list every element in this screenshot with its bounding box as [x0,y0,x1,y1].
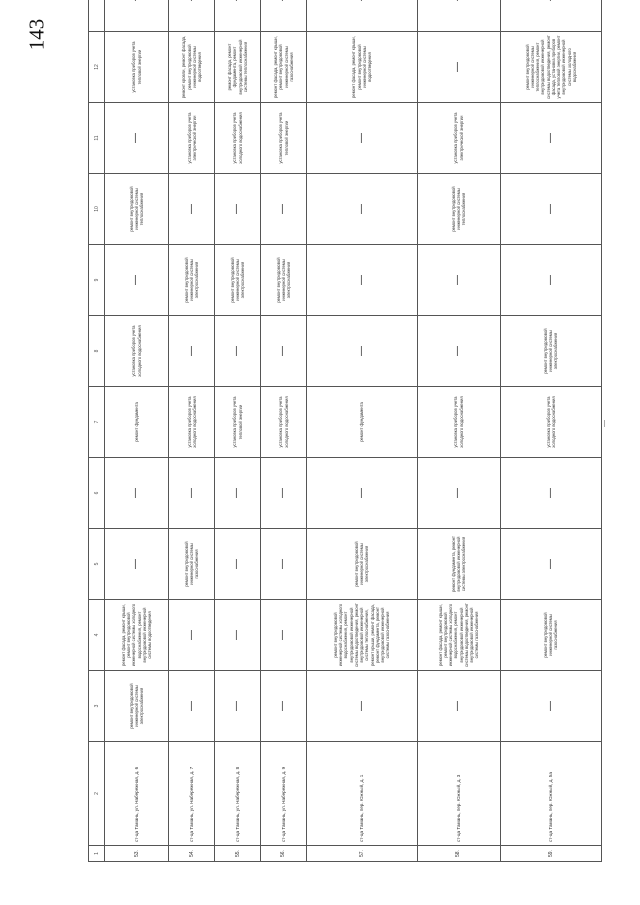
work-cell: — [261,316,307,387]
work-cell: ремонт внутридомовой инженерной системы электроснабжения [105,671,169,742]
column-number: 3 [89,671,105,742]
work-cell: ремонт внутридомовой инженерной системы теплоснабжения [417,174,500,245]
work-cell: установка приборов учета тепловой энергии [261,103,307,174]
row-number: 59. [500,846,601,862]
work-cell: ремонт фасада, ремонт крыши, ремонт внутридомовой инженерной системы газоснабжения [261,32,307,103]
work-cell: ремонт внутридомовой инженерной системы электроснабжения [215,245,261,316]
work-cell: — [306,671,417,742]
work-cell: ремонт внутридомовой инженерной системы теплоснабжения, ремонт внутридомовой инженерной системы водоотведения, ремонт фасада, установка приборов учета тепловой энергии, ремонт внутридомовой инженерной системы холодного водоснабжения [500,32,601,103]
work-cell: установка приборов учета холодного водоснабжения [105,316,169,387]
work-cell: — [105,245,169,316]
work-cell: установка приборов учета тепловой энергии [215,387,261,458]
work-cell [215,0,261,32]
work-cell [500,0,601,32]
work-cell: — [500,458,601,529]
row-address: ст-ца Тамань, ул. Набережная, д. 8 [215,742,261,846]
rotated-table-sheet [88,32,602,862]
work-cell: — [417,458,500,529]
work-cell: установка приборов учета холодного водоснабжения [215,103,261,174]
row-number: 55. [215,846,261,862]
work-cell: — [306,174,417,245]
row-number: 54. [169,846,215,862]
work-cell: ремонт внутридомовой инженерной системы электроснабжения [261,245,307,316]
table-row [105,0,169,862]
work-cell: — [169,458,215,529]
work-cell [306,0,417,32]
column-number: 5 [89,529,105,600]
row-address: ст-ца Тамань, ул. Набережная, д. 9 [261,742,307,846]
work-cell: — [306,103,417,174]
work-cell: — [215,316,261,387]
column-number: 10 [89,174,105,245]
work-cell: ремонт внутридомовой инженерной системы холодного водоснабжения, ремонт внутридомовой инженерной системы водоотведения, ремонт внутридомовой инженерной системы теплоснабжения, ремонт крыши, ремонт фасада, ремонт фундамента, ремонт внутридомовой инженерной системы газоснабжения [306,600,417,671]
row-address: ст-ца Тамань, ул. Набережная, д. 7 [169,742,215,846]
column-number: 8 [89,316,105,387]
work-cell: — [417,316,500,387]
work-cell: ремонт внутридомовой инженерной системы электроснабжения [169,245,215,316]
page-number: 143 [24,18,49,51]
work-cell: установка приборов учета холодного водоснабжения [261,387,307,458]
work-cell: — [417,32,500,103]
row-number: 57. [306,846,417,862]
column-number: 4 [89,600,105,671]
work-cell: — [500,103,601,174]
work-cell: установка приборов учета электрической энергии [417,103,500,174]
column-number: 12 [89,32,105,103]
column-number: 2 [89,742,105,846]
work-cell: — [500,529,601,600]
work-cell: ремонт фундамента [306,387,417,458]
row-number: 56. [261,846,307,862]
work-cell: ремонт кровли, ремонт фасада, ремонт внутридомовой инженерной системы водоотведения [169,32,215,103]
work-cell: — [417,671,500,742]
margin-mark [604,420,605,427]
work-cell: ремонт внутридомовой инженерной системы газоснабжения [169,529,215,600]
work-cell [169,0,215,32]
work-cell: ремонт фасада, ремонт крыши, ремонт внутридомовой инженерной системы холодного водоснабжения, ремонт внутридомовой инженерной системы водоотведения [105,600,169,671]
work-cell: — [261,600,307,671]
row-address: ст-ца Тамань, пер. Южный, д. 3 [417,742,500,846]
work-cell: установка приборов учета электрической энергии [169,103,215,174]
work-cell: — [169,316,215,387]
table-row [169,0,215,862]
work-cell: — [215,671,261,742]
table-row [417,0,500,862]
column-number [89,0,105,32]
work-cell: установка приборов учета холодного водоснабжения [169,387,215,458]
table-row [500,0,601,862]
work-cell: — [261,458,307,529]
work-cell: ремонт фасада, ремонт фундамента, ремонт внутридомовой инженерной системы теплоснабжения [215,32,261,103]
column-number: 9 [89,245,105,316]
work-cell: — [105,458,169,529]
work-cell: — [500,245,601,316]
work-cell: — [417,245,500,316]
work-cell: — [215,458,261,529]
work-cell: — [306,245,417,316]
row-address: ст-ца Тамань, пер. Южный, д. 5а [500,742,601,846]
work-cell: — [306,458,417,529]
work-cell: — [500,174,601,245]
work-cell: ремонт фасада, ремонт крыши, ремонт внутридомовой инженерной системы водоотведения [306,32,417,103]
work-cell: — [169,174,215,245]
table-row [261,0,307,862]
work-cell: — [105,529,169,600]
table-row [215,0,261,862]
work-cell [417,0,500,32]
work-cell: — [215,174,261,245]
work-schedule-table [88,0,602,862]
column-number-row [89,0,105,862]
work-cell: — [500,671,601,742]
row-number: 53. [105,846,169,862]
work-cell: ремонт фасада, ремонт крыши, ремонт внутридомовой инженерной системы холодного водоснабжения, ремонт внутридомовой инженерной системы водоотведения, ремонт внутридомовой инженерной системы газоснабжения [417,600,500,671]
work-cell: установка приборов учета тепловой энергии [105,32,169,103]
work-cell: — [261,174,307,245]
work-cell: — [169,671,215,742]
work-cell: — [169,600,215,671]
work-cell: ремонт внутридомовой инженерной системы теплоснабжения [105,174,169,245]
work-cell: — [306,316,417,387]
work-cell: — [215,600,261,671]
column-number: 11 [89,103,105,174]
work-cell: — [261,671,307,742]
work-cell: ремонт внутридомовой инженерной системы электроснабжения [500,316,601,387]
work-cell: ремонт фундамента [105,387,169,458]
row-address: ст-ца Тамань, ул. Набережная, д. 6 [105,742,169,846]
column-number: 7 [89,387,105,458]
work-cell: — [105,103,169,174]
work-cell: — [261,529,307,600]
column-number: 1 [89,846,105,862]
column-number: 6 [89,458,105,529]
table-row [306,0,417,862]
work-cell: ремонт фундамента, ремонт внутридомовой инженерной системы электроснабжения [417,529,500,600]
row-number: 58. [417,846,500,862]
work-cell [105,0,169,32]
work-cell: установка приборов учета холодного водоснабжения [417,387,500,458]
work-cell: установка приборов учета холодного водоснабжения [500,387,601,458]
work-cell: ремонт внутридомовой инженерной системы газоснабжения [500,600,601,671]
row-address: ст-ца Тамань, пер. Южный, д. 1 [306,742,417,846]
work-cell: ремонт внутридомовой инженерной системы электроснабжения [306,529,417,600]
work-cell [261,0,307,32]
work-cell: — [215,529,261,600]
